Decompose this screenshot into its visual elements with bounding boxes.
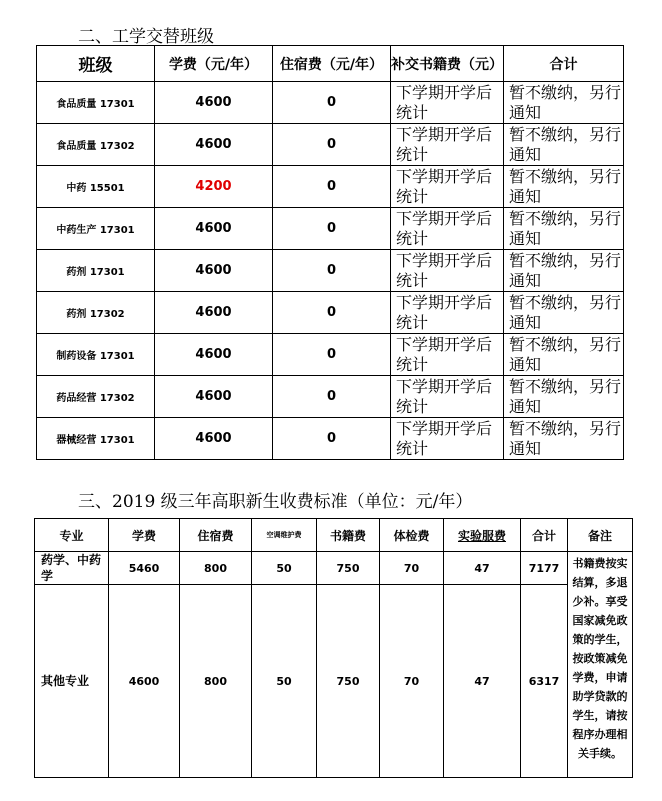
section-3-heading: 三、2019 级三年高职新生收费标准（单位：元/年）: [78, 492, 473, 512]
total-note: 暂不缴纳，另行通知: [504, 334, 624, 376]
header-remark: 备注: [568, 519, 633, 552]
class-name: 药品经营 17302: [37, 376, 155, 418]
header-books: 书籍费: [317, 519, 380, 552]
total-note: 暂不缴纳，另行通知: [504, 250, 624, 292]
header-class: 班级: [37, 46, 155, 82]
lodging-value: 0: [273, 124, 391, 166]
lodging-value: 0: [273, 166, 391, 208]
class-name: 器械经营 17301: [37, 418, 155, 460]
tuition-value: 4600: [155, 418, 273, 460]
ac-value: 50: [252, 552, 317, 585]
tuition-value: 4600: [155, 250, 273, 292]
books-value: 750: [317, 552, 380, 585]
header-ac-maintenance: 空调维护费: [252, 519, 317, 552]
tuition-value: 4600: [155, 292, 273, 334]
labcoat-value: 47: [444, 585, 521, 778]
lodging-value: 0: [273, 292, 391, 334]
tuition-value: 4600: [155, 124, 273, 166]
ac-value: 50: [252, 585, 317, 778]
class-name: 药剂 17301: [37, 250, 155, 292]
lodging-value: 0: [273, 376, 391, 418]
remark-note: 书籍费按实结算，多退少补。享受国家减免政策的学生，按政策减免学费，申请助学贷款的学生，请按程序办理相关手续。: [568, 552, 633, 778]
table-header-row: [35, 519, 633, 552]
table-row: [37, 418, 624, 460]
table-row: [37, 124, 624, 166]
lodging-value: 0: [273, 334, 391, 376]
medical-value: 70: [380, 552, 444, 585]
total-note: 暂不缴纳，另行通知: [504, 82, 624, 124]
class-name: 中药 15501: [37, 166, 155, 208]
books-note: 下学期开学后统计: [391, 124, 504, 166]
header-books: 补交书籍费（元）: [391, 46, 504, 82]
header-lodging: 住宿费: [180, 519, 252, 552]
lodging-value: 0: [273, 250, 391, 292]
books-note: 下学期开学后统计: [391, 292, 504, 334]
tuition-value: 4600: [155, 82, 273, 124]
header-medical: 体检费: [380, 519, 444, 552]
books-note: 下学期开学后统计: [391, 250, 504, 292]
table-row: [37, 292, 624, 334]
books-note: 下学期开学后统计: [391, 418, 504, 460]
books-note: 下学期开学后统计: [391, 166, 504, 208]
total-note: 暂不缴纳，另行通知: [504, 418, 624, 460]
tuition-value: 4600: [155, 208, 273, 250]
books-note: 下学期开学后统计: [391, 334, 504, 376]
class-name: 食品质量 17301: [37, 82, 155, 124]
section-2-heading: 二、工学交替班级: [78, 27, 214, 47]
class-name: 中药生产 17301: [37, 208, 155, 250]
books-note: 下学期开学后统计: [391, 208, 504, 250]
header-major: 专业: [35, 519, 109, 552]
books-note: 下学期开学后统计: [391, 376, 504, 418]
work-study-fee-table: [36, 45, 624, 460]
tuition-value: 5460: [109, 552, 180, 585]
major-name: 药学、中药学: [35, 552, 109, 585]
table-row: [35, 552, 633, 585]
major-name: 其他专业: [35, 585, 109, 778]
header-lodging: 住宿费（元/年）: [273, 46, 391, 82]
tuition-value: 4600: [109, 585, 180, 778]
total-note: 暂不缴纳，另行通知: [504, 376, 624, 418]
table-row: [37, 166, 624, 208]
header-total: 合计: [521, 519, 568, 552]
books-value: 750: [317, 585, 380, 778]
medical-value: 70: [380, 585, 444, 778]
tuition-value: 4600: [155, 376, 273, 418]
class-name: 制药设备 17301: [37, 334, 155, 376]
tuition-value: 4600: [155, 334, 273, 376]
class-name: 药剂 17302: [37, 292, 155, 334]
class-name: 食品质量 17302: [37, 124, 155, 166]
table-row: [37, 376, 624, 418]
table-header-row: [37, 46, 624, 82]
header-tuition: 学费（元/年）: [155, 46, 273, 82]
header-tuition: 学费: [109, 519, 180, 552]
books-note: 下学期开学后统计: [391, 82, 504, 124]
total-note: 暂不缴纳，另行通知: [504, 124, 624, 166]
lodging-value: 0: [273, 82, 391, 124]
total-value: 6317: [521, 585, 568, 778]
lodging-value: 800: [180, 552, 252, 585]
new-student-fee-table: [34, 518, 633, 778]
lodging-value: 0: [273, 208, 391, 250]
lodging-value: 0: [273, 418, 391, 460]
table-row: [37, 208, 624, 250]
total-note: 暂不缴纳，另行通知: [504, 166, 624, 208]
total-note: 暂不缴纳，另行通知: [504, 292, 624, 334]
table-row: [37, 334, 624, 376]
total-note: 暂不缴纳，另行通知: [504, 208, 624, 250]
lodging-value: 800: [180, 585, 252, 778]
tuition-value-highlight: 4200: [155, 166, 273, 208]
header-total: 合计: [504, 46, 624, 82]
table-row: [35, 585, 633, 778]
header-labcoat: 实验服费: [444, 519, 521, 552]
table-row: [37, 250, 624, 292]
table-row: [37, 82, 624, 124]
total-value: 7177: [521, 552, 568, 585]
labcoat-value: 47: [444, 552, 521, 585]
